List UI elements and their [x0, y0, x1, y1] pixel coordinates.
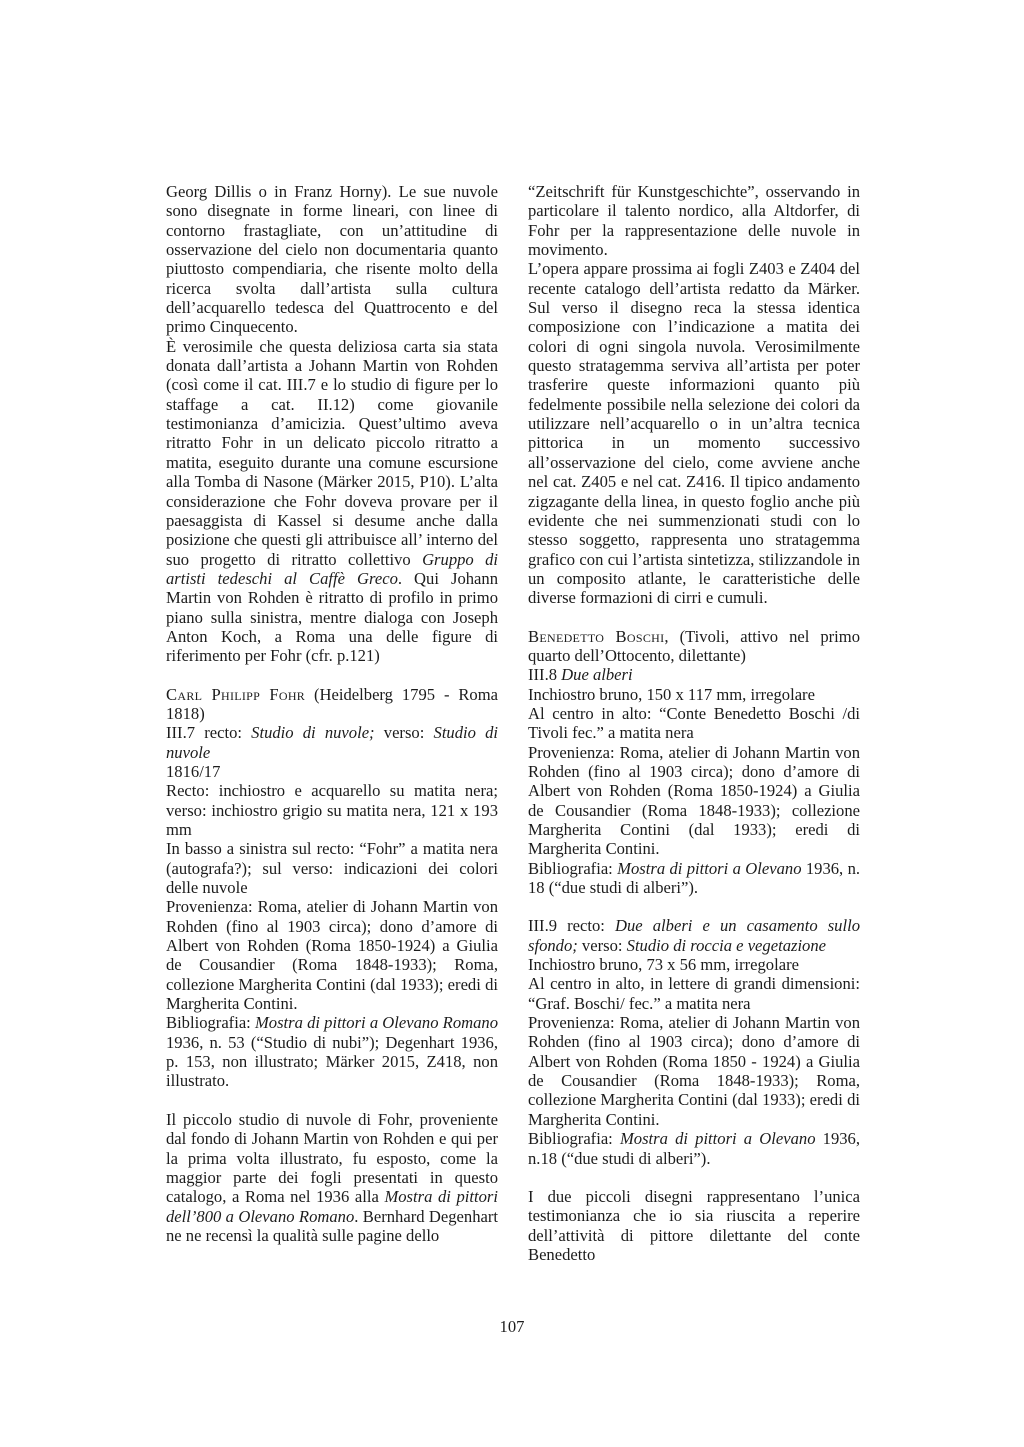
catalog-entry-bibliography: [528, 1129, 860, 1168]
spacer: [528, 897, 860, 916]
catalog-entry-heading: [528, 627, 860, 666]
italic-title: Mostra di pittori dell’800 a Olevano Romano: [166, 1187, 498, 1226]
text-run: III.9 recto:: [528, 916, 615, 936]
text-run: Bibliografia:: [528, 1129, 620, 1149]
text-run: Bibliografia:: [166, 1013, 255, 1033]
text-run: . Bernhard Degenhart ne ne recensì la qualità sulle pagine dello: [166, 1206, 498, 1245]
body-paragraph: Georg Dillis o in Franz Horny). Le sue nuvole sono disegnate in forme lineari, con linee di contorno frastagliate, con un’attitudine di osservazione del cielo non documentaria quanto piuttosto compendiaria, che risente molto della ricerca svolta dall’artista sulla cultura dell’acquarello tedesca del Quattrocento e del primo Cinquecento.: [166, 182, 498, 337]
body-paragraph: “Zeitschrift für Kunstgeschichte”, osservando in particolare il talento nordico, alla Altdorfer, di Fohr per la rappresentazione delle nuvole in movimento.: [528, 182, 860, 260]
right-column: [528, 182, 860, 1264]
italic-title: Studio di roccia e vegetazione: [626, 935, 827, 955]
italic-title: Gruppo di artisti tedeschi al Caffè Greco: [166, 549, 499, 588]
text-run: Bibliografia:: [528, 858, 618, 878]
catalog-entry-bibliography: [166, 1013, 498, 1090]
text-run: 1936, n. 53 (“Studio di nubi”); Degenhart 1936, p. 153, non illustrato; Märker 2015, Z418, non illustrato.: [166, 1032, 498, 1091]
spacer: [528, 608, 860, 627]
body-paragraph: L’opera appare prossima ai fogli Z403 e Z404 del recente catalogo dell’artista redatto da Märker. Sul verso il disegno reca la stessa identica composizione con l’indicazione a matita dei colori di ogni singola nuvola. Verosimilmente questo stratagemma serviva all’artista per poter trasferire queste informazioni quanto più fedelmente possibile nella selezione dei colori da utilizzare nell’acquarello o in un’altra tecnica pittorica in un momento successivo all’osservazione del cielo, come avviene anche nel cat. Z405 e nel cat. Z416. Il tipico andamento zigzagante della linea, in questo foglio anche più evidente che nei summenzionati studi con lo stesso soggetto, rappresenta uno stratagemma grafico con cui l’artista sintetizza, stilizzandole in un composito atlante, le caratteristiche delle diverse formazioni di cirri e cumuli.: [528, 259, 860, 608]
artist-name: Benedetto Boschi: [528, 626, 665, 646]
artist-name: Carl Philipp Fohr: [166, 684, 306, 704]
catalog-entry-date: 1816/17: [166, 761, 221, 781]
text-run: III.7 recto:: [166, 723, 252, 743]
italic-title: Mostra di pittori a Olevano: [617, 858, 802, 878]
text-run: 1936, n. 18 (“due studi di alberi”).: [528, 858, 861, 898]
body-paragraph: [166, 1110, 498, 1245]
catalog-entry-medium: Inchiostro bruno, 73 x 56 mm, irregolare: [528, 955, 799, 975]
italic-title: Mostra di pittori a Olevano Romano: [254, 1013, 498, 1033]
body-paragraph: I due piccoli disegni rappresentano l’unica testimonianza che io sia riuscita a reperire dell’attività di pittore dilettante del conte Benedetto: [528, 1186, 860, 1264]
text-run: III.8: [528, 665, 562, 685]
italic-title: Due alberi: [561, 665, 633, 685]
text-run: verso:: [577, 935, 627, 955]
italic-title: Studio di nuvole;: [251, 723, 375, 743]
text-run: Il piccolo studio di nuvole di Fohr, proveniente dal fondo di Johann Martin von Rohden e qui per la prima volta illustrato, fu esposto, come la maggior parte dei fogli presentati in questo catalogo, a Roma nel 1936 alla: [166, 1109, 498, 1207]
text-run: È verosimile che questa deliziosa carta sia stata donata dall’artista a Johann Martin von Rohden (così come il cat. III.7 e lo studio di figure per lo staffage a cat. II.12) come giovanile testimonianza d’amicizia. Quest’ultimo aveva ritratto Fohr in un delicato piccolo ritratto a matita, eseguito durante una comune escursione alla Tomba di Nasone (Märker 2015, P10). L’alta considerazione che Fohr doveva provare per il paesaggista di Kassel si desume anche dalla posizione che questi gli attribuisce all’ interno del suo progetto di ritratto collettivo: [166, 336, 498, 569]
catalog-entry-medium: Inchiostro bruno, 150 x 117 mm, irregolare: [528, 684, 815, 704]
italic-title: Mostra di pittori a Olevano: [619, 1129, 816, 1149]
catalog-entry-inscription: Al centro in alto, in lettere di grandi dimensioni: “Graf. Boschi/ fec.” a matita nera: [528, 974, 860, 1013]
catalog-entry-provenance: Provenienza: Roma, atelier di Johann Martin von Rohden (fino al 1903 circa); dono d’amore di Albert von Rohden (Roma 1850-1924) a Giulia de Cousandier (Roma 1848-1933); Roma, collezione Margherita Contini (dal 1933); eredi di Margherita Contini.: [166, 897, 498, 1014]
catalog-entry-bibliography: [528, 859, 860, 898]
catalog-entry-medium: Recto: inchiostro e acquarello su matita nera; verso: inchiostro grigio su matita nera, 121 x 193 mm: [166, 781, 498, 839]
catalog-entry-inscription: In basso a sinistra sul recto: “Fohr” a matita nera (autografa?); sul verso: indicazioni dei colori delle nuvole: [166, 839, 498, 898]
body-paragraph: [166, 337, 498, 666]
catalog-entry-provenance: Provenienza: Roma, atelier di Johann Martin von Rohden (fino al 1903 circa); dono d’amore di Albert von Rohden (Roma 1850 - 1924) a Giulia de Cousandier (Roma 1848-1933); Roma, collezione Margherita Contini (dal 1933); eredi di Margherita Contini.: [528, 1013, 860, 1129]
catalog-entry-title: [166, 723, 498, 762]
spacer: [528, 1168, 860, 1187]
text-run: 1936, n.18 (“due studi di alberi”).: [528, 1129, 861, 1168]
text-run: . Qui Johann Martin von Rohden è ritratto di profilo in primo piano sulla sinistra, mentre dialoga con Joseph Anton Koch, a Roma una delle figure di riferimento per Fohr (cfr. p.121): [166, 568, 498, 666]
catalog-entry-heading: [166, 685, 498, 724]
text-run: verso:: [374, 723, 434, 743]
catalog-entry-title: [528, 916, 860, 955]
page-number: 107: [499, 1317, 525, 1336]
catalog-entry-title: [528, 665, 860, 684]
italic-title: Studio di nuvole: [166, 723, 499, 762]
catalog-entry-provenance: Provenienza: Roma, atelier di Johann Martin von Rohden (fino al 1903 circa); dono d’amore di Albert von Rohden (Roma 1850-1924) a Giulia de Cousandier (Roma 1848-1933); collezione Margherita Contini (dal 1933); eredi di Margherita Contini.: [528, 742, 860, 859]
italic-title: Due alberi e un casamento sullo sfondo;: [528, 916, 860, 955]
spacer: [166, 666, 498, 685]
left-column: [166, 182, 498, 1245]
spacer: [166, 1091, 498, 1110]
catalog-entry-inscription: Al centro in alto: “Conte Benedetto Boschi /di Tivoli fec.” a matita nera: [528, 703, 860, 743]
artist-dates: , (Tivoli, attivo nel primo quarto dell’Ottocento, dilettante): [528, 626, 860, 665]
artist-dates: (Heidelberg 1795 - Roma 1818): [166, 684, 499, 723]
